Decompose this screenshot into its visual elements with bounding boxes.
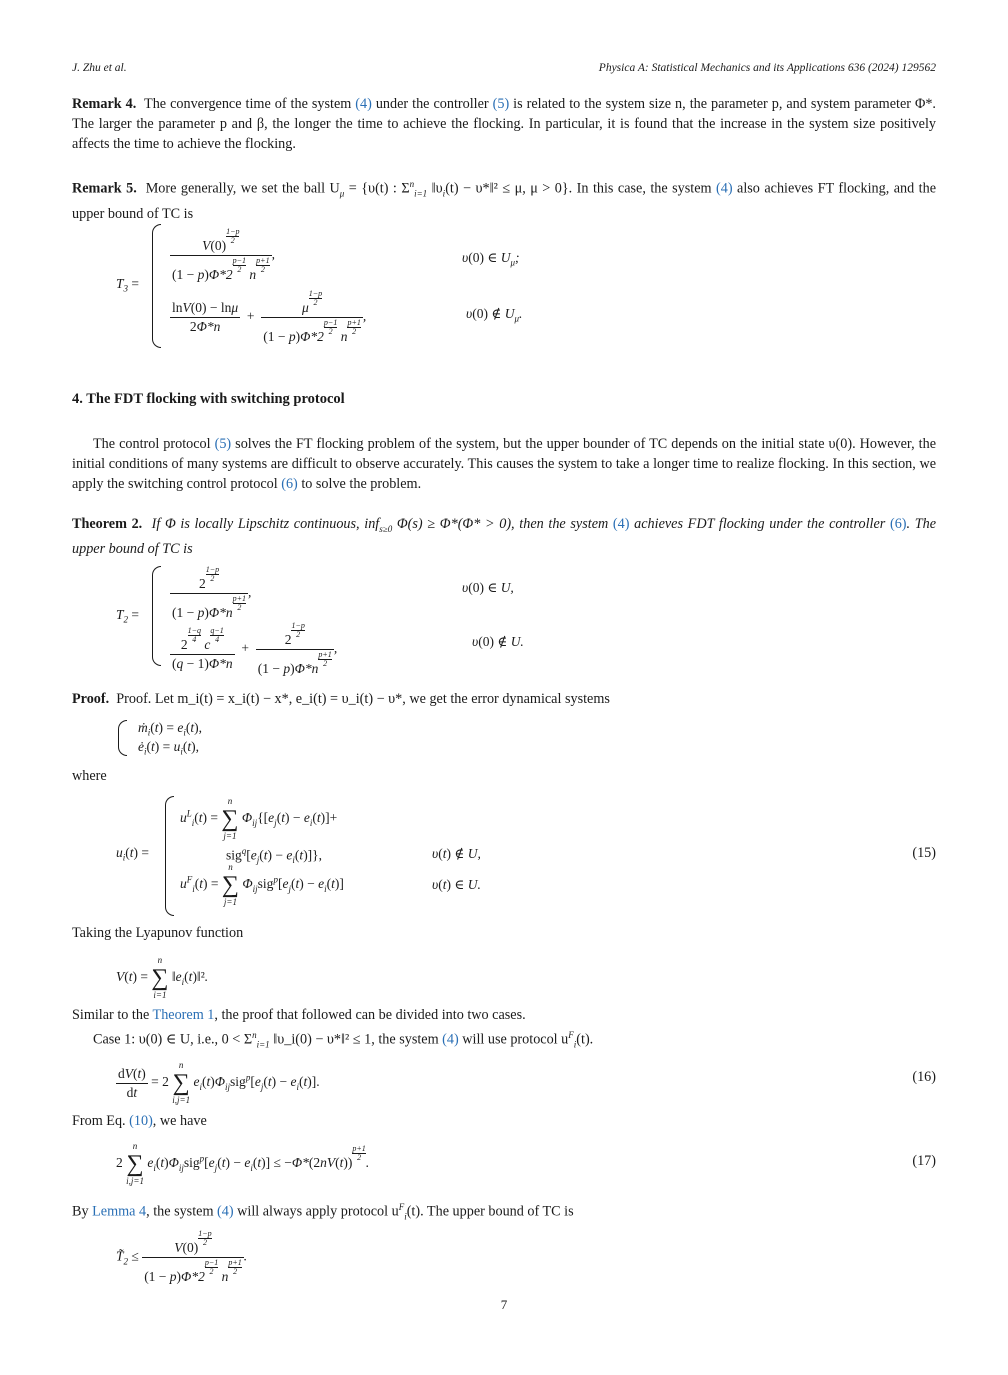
equation-T2-tilde: $T̃_2$ ≤ V(0) $\frac{1-p}{2}$ (1 − p)Φ*2 $\frac{p-1}{2}$ n $\frac{p+1}{2}$ . bbox=[116, 1229, 248, 1284]
ref-system-4[interactable]: (4) bbox=[612, 516, 630, 532]
ref-system-4[interactable]: (4) bbox=[217, 1203, 234, 1220]
remark-5: Remark 5. More generally, we set the ball $U_\mu = \{\upsilon(t)$ : $\Sigma^n_{i=1}$ $‖\upsilon_i(t)$ − υ*‖² ≤ μ, μ > 0}. In this case, the system (4) also achieves FT flocking, and the upper bound of TC is bbox=[72, 179, 936, 222]
page-number: 7 bbox=[500, 1297, 508, 1312]
running-header-journal: Physica A: Statistical Mechanics and its Applications 636 (2024) 129562 bbox=[598, 62, 936, 74]
ref-theorem-1[interactable]: Theorem 1 bbox=[152, 1007, 215, 1023]
ref-lemma-4[interactable]: Lemma 4 bbox=[92, 1203, 147, 1220]
similar-text: Similar to the Theorem 1, the proof that followed can be divided into two cases. bbox=[72, 1007, 526, 1023]
equation-number-16: (16) bbox=[912, 1069, 936, 1085]
theorem-2-label: Theorem 2. bbox=[72, 516, 143, 532]
proof-intro: Proof. Proof. Let m_i(t) = x_i(t) − x*, e_i(t) = υ_i(t) − υ*, we get the error dynamical systems bbox=[72, 691, 610, 707]
where-text: where bbox=[72, 768, 107, 784]
remark-4: Remark 4. The convergence time of the system (4) under the controller (5) is related to the system size n, the parameter p, and system parameter Φ*. The larger the parameter p and β, the longer the time to achieve the flocking. In particular, it is found that the increase in the system size positively affects the time to achieve the flocking. bbox=[72, 96, 936, 152]
ref-protocol-5[interactable]: (5) bbox=[214, 436, 232, 452]
ref-controller-6[interactable]: (6) bbox=[889, 516, 907, 532]
equation-lyapunov: V(t) = n ∑ i=1 $‖e_i(t)‖^2$. bbox=[116, 955, 209, 1000]
equation-number-15: (15) bbox=[912, 845, 936, 861]
proof-label: Proof. bbox=[72, 691, 110, 707]
case-1-text: Case 1: υ(0) ∈ U, i.e., $0 < \Sigma^n_{i=1}$ ‖υ_i(0) − υ*‖² ≤ 1, the system (4) will use protocol $u^F_i(t)$. bbox=[93, 1030, 594, 1050]
remark-5-label: Remark 5. bbox=[72, 180, 137, 197]
section-heading-4: 4. The FDT flocking with switching protocol bbox=[72, 391, 345, 407]
by-lemma-text: By Lemma 4, the system (4) will always apply protocol $u^F_i(t)$. The upper bound of TC is bbox=[72, 1202, 574, 1222]
section-4-paragraph: The control protocol (5) solves the FT flocking problem of the system, but the upper bounder of TC depends on the initial state υ(0). However, the initial conditions of many systems are difficult to observe accurately. This causes the system to take a longer time to realize flocking. In this section, we apply the switching control protocol (6) to solve the problem. bbox=[72, 436, 936, 492]
ref-system-4[interactable]: (4) bbox=[442, 1031, 459, 1048]
theorem-2: Theorem 2. If Φ is locally Lipschitz continuous, inf$_{s\ge 0}$ Φ(s) ≥ Φ*(Φ* > 0), then the system (4) achieves FDT flocking under the controller (6). The upper bound of TC is bbox=[72, 516, 937, 557]
paper-page: J. Zhu et al. Physica A: Statistical Mechanics and its Applications 636 (2024) 129562 Remark 4. The convergence time of the system (4) under the controller (5) is related to the system size n, the parameter p, and system parameter Φ*. The larger the parameter p and β, the longer the time to achieve the flocking. In particular, it is found that the increase in the system size positively affects the time to achieve the flocking. Remark 5. More generally, we set the ball $U_\mu = \{\upsilon(t)$ : $\Sigma^n_{i=1}$ $‖\upsilon_i(t)$ − υ*‖² ≤ μ, μ > 0}. In this case, the system (4) also achieves FT flocking, and the upper bound of TC is $T_3$ = V(0) $\frac{1-p}{2}$ (1 − p)Φ*2 $\frac{p-1}{2}$ n $\frac{p+1}{2}$ , υ(0) ∈ $U_\mu$; $\frac{\ln V(0) - \ln\mu}{2\Phi*n}$ + μ $\frac{1-p}{2}$ (1 − p)Φ*2 $\frac{p-1}{2}$ n $\frac{p+1}{2}$ , υ(0) ∉ $U_\mu$. 4. The FDT flocking with switching protocol The control protocol (5) solves the FT flocking problem of the system, but the upper bounder of TC depends on the initial state υ(0). However, the initial conditions of many systems are difficult to observe accurately. This causes the system to take a longer time to realize flocking. In this section, we apply the switching control protocol (6) to solve the problem. Theorem 2. If Φ is locally Lipschitz continuous, inf$_{s\ge 0}$ Φ(s) ≥ Φ*(Φ* > 0), then the system (4) achieves FDT flocking under the controller (6). The upper bound of TC is $T_2$ = 2 $\frac{1-p}{2}$ (1 − p)Φ*n $\frac{p+1}{2}$ , υ(0) ∈ U, 2 $\frac{1-q}{4}$ c $\frac{q-1}{4}$ (q − 1)Φ*n + 2 $\frac{1-p}{2}$ (1 − p)Φ*n $\frac{p+1}{2}$ , υ(0) ∉ U. Proof. Proof. Let m_i(t) = x_i(t) − x*, e_i(t) = υ_i(t) − υ*, we get the error dynamical systems ṁ$_i$(t) = $e_i(t)$, $ė_i(t) = u_i(t)$, where $u_i(t)$ = $u^L_i(t)$ = n ∑ j=1 $\Phi_{ij}\{[e_j(t) - e_i(t)]+$ $sig^q[e_j(t) - e_i(t)]$}, υ(t) ∉ U, $u^F_i(t)$ = n ∑ j=1 $\Phi_{ij}sig^p[e_j(t) - e_i(t)]$ υ(t) ∈ U. (15) Taking the Lyapunov function V(t) = n ∑ i=1 $‖e_i(t)‖^2$. Similar to the Theorem 1, the proof that followed can be divided into two cases. Case 1: υ(0) ∈ U, i.e., $0 < \Sigma^n_{i=1}$ ‖υ_i(0) − υ*‖² ≤ 1, the system (4) will use protocol $u^F_i(t)$. $\frac{dV(t)}{dt}$ = 2 n ∑ i,j=1 $e_i(t)\Phi_{ij}sig^p[e_j(t) - e_i(t)]$. (16) From Eq. (10), we have 2 n ∑ i,j=1 $e_i(t)\Phi_{ij}sig^p[e_j(t) - e_i(t)] \le -\Phi*(2nV(t))$ $\frac{p+1}{2}$ . (17) By Lemma 4, the system (4) will always apply protocol $u^F_i(t)$. The upper bound of TC is $T̃_2$ ≤ V(0) $\frac{1-p}{2}$ (1 − p)Φ*2 $\frac{p-1}{2}$ n $\frac{p+1}{2}$ . 7 bbox=[0, 0, 1008, 1375]
ref-system-4[interactable]: (4) bbox=[355, 96, 372, 112]
from-eq-text: From Eq. (10), we have bbox=[72, 1113, 207, 1129]
remark-4-label: Remark 4. bbox=[72, 96, 137, 112]
ref-protocol-6[interactable]: (6) bbox=[281, 476, 298, 492]
ref-system-4[interactable]: (4) bbox=[716, 180, 733, 197]
running-header-authors: J. Zhu et al. bbox=[72, 62, 127, 74]
ref-controller-5[interactable]: (5) bbox=[492, 96, 510, 112]
equation-number-17: (17) bbox=[912, 1153, 936, 1169]
lyapunov-text: Taking the Lyapunov function bbox=[72, 925, 244, 941]
ref-eq-10[interactable]: (10) bbox=[129, 1113, 153, 1129]
